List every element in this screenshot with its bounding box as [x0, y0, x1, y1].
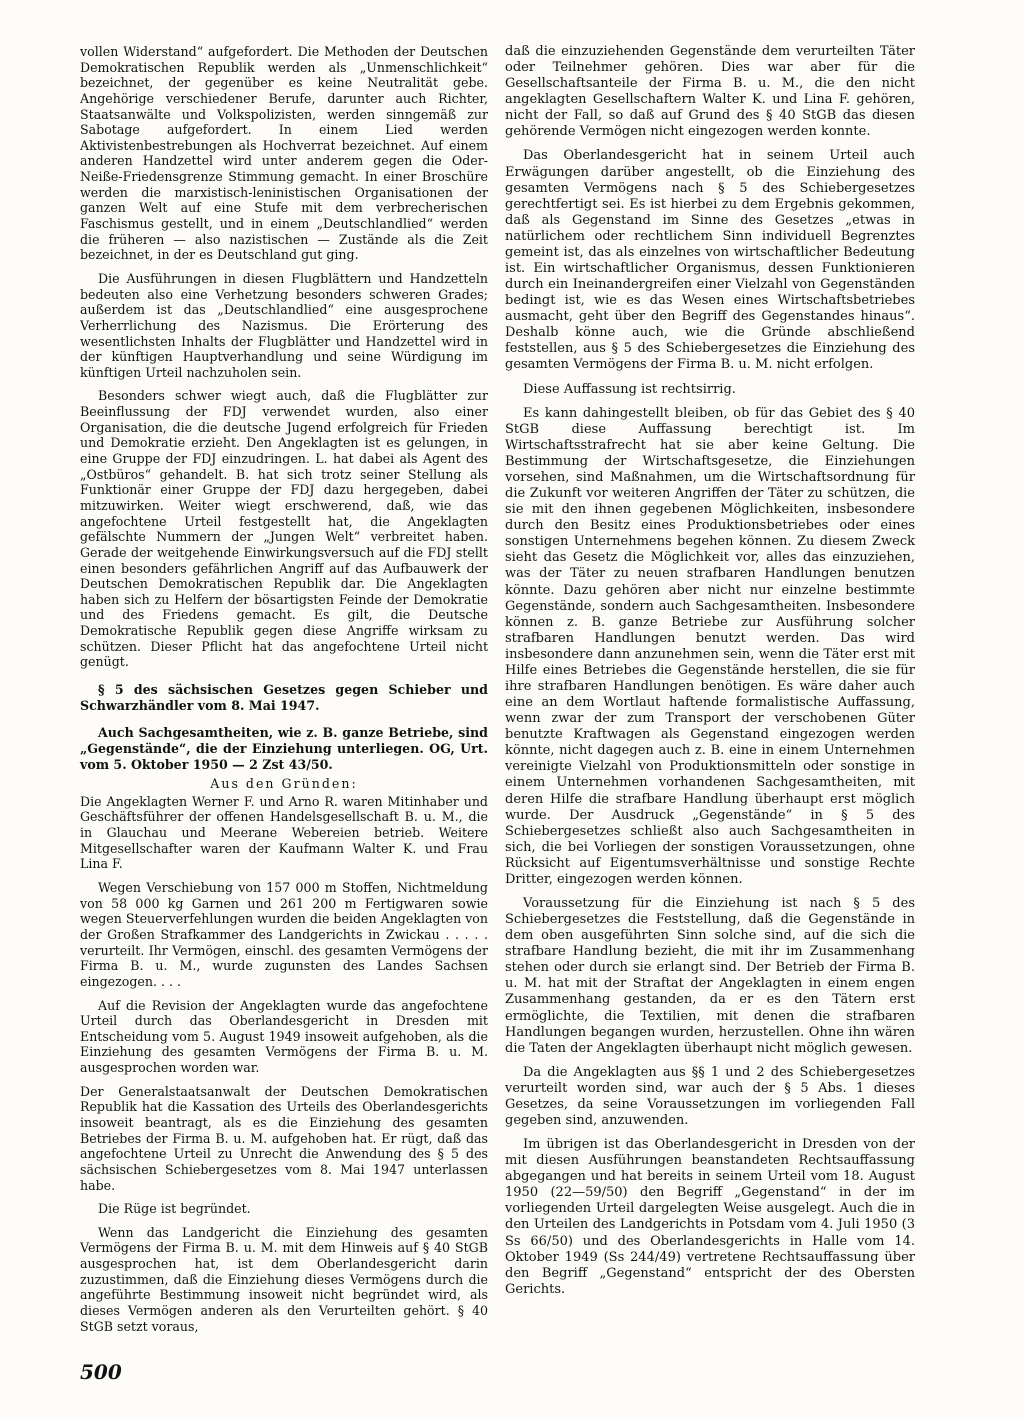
paragraph: Da die Angeklagten aus §§ 1 und 2 des Schiebergesetzes verurteilt worden sind, war auch der § 5 Abs. 1 dieses Gesetzes, da seine Voraussetzungen im vorliegenden Fall gegeben sind, anzuwenden.	[505, 1064, 915, 1128]
paragraph: Das Oberlandesgericht hat in seinem Urteil auch Erwägungen darüber angestellt, ob die Einziehung des gesamten Vermögens nach § 5 des Schiebergesetzes gerechtfertigt sei. Es ist hierbei zu dem Ergebnis gekommen, daß als Gegenstand im Sinne des Gesetzes „etwas in natürlichem oder rechtlichem Sinn individuell Begrenztes gemeint ist, das als einzelnes von wirtschaftlicher Bedeutung ist. Ein wirtschaftlicher Organismus, dessen Funktionieren durch ein Ineinandergreifen einer Vielzahl von Gegenständen bedingt ist, wie es das Wesen eines Wirtschaftsbetriebes ausmacht, geht über den Begriff des Gegenstandes hinaus“. Deshalb könne auch, wie die Gründe abschließend feststellen, aus § 5 des Schiebergesetzes die Einziehung des gesamten Vermögens der Firma B. u. M. nicht erfolgen.	[505, 148, 915, 373]
paragraph: Es kann dahingestellt bleiben, ob für das Gebiet des § 40 StGB diese Auffassung berechtigt ist. Im Wirtschaftsstrafrecht hat sie aber keine Geltung. Die Bestimmung der Wirtschaftsgesetze, die Einziehungen vorsehen, sind Maßnahmen, um die Wirtschaftsordnung für die Zukunft vor weiteren Angriffen der Täter zu schützen, die sie mit den ihnen gegebenen Möglichkeiten, insbesondere durch den Besitz eines Produktionsbetriebes oder eines sonstigen Unternehmens begehen können. Zu diesem Zweck sieht das Gesetz die Möglichkeit vor, alles das einzuziehen, was der Täter zu neuen strafbaren Handlungen benutzen könnte. Dazu gehören aber nicht nur einzelne bestimmte Gegenstände, sondern auch Sachgesamtheiten. Insbesondere können z. B. ganze Betriebe zur Ausführung solcher strafbaren Handlungen benutzt werden. Das wird insbesondere dann anzunehmen sein, wenn die Täter erst mit Hilfe eines Betriebes die Gegenstände herstellen, die sie für ihre strafbaren Handlungen benötigen. Es wäre daher auch eine an dem Wortlaut haftende formalistische Auffassung, wenn zwar der zum Transport der verschobenen Güter benutzte Kraftwagen als Gegenstand eingezogen werden könnte, nicht dagegen auch z. B. eine in einem Unternehmen vereinigte Vielzahl von Produktionsmitteln oder sonstige in einem Unternehmen vorhandenen Sachgesamtheiten, mit deren Hilfe die strafbare Handlung überhaupt erst möglich wurde. Der Ausdruck „Gegenstände“ in § 5 des Schiebergesetzes schließt also auch Sachgesamtheiten in sich, die bei Vorliegen der sonstigen Voraussetzungen, ohne Rücksicht auf Eigentumsverhältnisse und sonstige Rechte Dritter, eingezogen werden können.	[505, 405, 915, 887]
paragraph: Im übrigen ist das Oberlandesgericht in Dresden von der mit diesen Ausführungen beanstandeten Rechtsauffassung abgegangen und hat bereits in seinem Urteil vom 18. August 1950 (22—59/50) den Begriff „Gegenstand“ in der im vorliegenden Urteil dargelegten Weise ausgelegt. Auch die in den Urteilen des Landgerichts in Potsdam vom 4. Juli 1950 (3 Ss 66/50) und des Oberlandesgerichts in Halle vom 14. Oktober 1949 (Ss 244/49) vertretene Rechtsauffassung über den Begriff „Gegenstand“ entspricht der des Obersten Gerichts.	[505, 1137, 915, 1297]
paragraph: Die Rüge ist begründet.	[98, 1201, 251, 1217]
page-number: 500	[80, 1360, 122, 1384]
headnote: Auch Sachgesamtheiten, wie z. B. ganze Betriebe, sind „Gegenstände“, die der Einziehung unterliegen. OG, Urt. vom 5. Oktober 1950 — 2 Zst 43/50.	[80, 725, 488, 772]
paragraph: Wenn das Landgericht die Einziehung des gesamten Vermögens der Firma B. u. M. mit dem Hinweis auf § 40 StGB ausgesprochen hat, ist dem Oberlandesgericht darin zuzustimmen, daß die Einziehung dieses Vermögens durch die angeführte Bestimmung insoweit nicht begründet wird, als dieses Vermögen anderen als den Verurteilten gehört. § 40 StGB setzt voraus,	[80, 1224, 488, 1334]
right-column	[505, 44, 915, 1306]
paragraph: Voraussetzung für die Einziehung ist nach § 5 des Schiebergesetzes die Feststellung, daß die Gegenstände in dem oben ausgeführten Sinn solche sind, auf die sich die strafbare Handlung bezieht, die mit ihr im Zusammenhang stehen oder durch sie erlangt sind. Der Betrieb der Firma B. u. M. hat mit der Straftat der Angeklagten in einem engen Zusammenhang gestanden, da er es den Tätern erst ermöglichte, die Textilien, mit denen die strafbaren Handlungen begangen wurden, herzustellen. Ohne ihn wären die Taten der Angeklagten überhaupt nicht möglich gewesen.	[505, 895, 915, 1056]
reasons-label: Aus den Gründen:	[210, 776, 358, 792]
paragraph: vollen Widerstand“ aufgefordert. Die Methoden der Deutschen Demokratischen Republik werden als „Unmenschlichkeit“ bezeichnet, der gegenüber es keine Neutralität gebe. Angehörige verschiedener Berufe, darunter auch Richter, Staatsanwälte und Volkspolizisten, werden sinngemäß zur Sabotage aufgefordert. In einem Lied werden Aktivistenbestrebungen als Hochverrat bezeichnet. Auf einem anderen Handzettel wird unter anderem gegen die Oder-Neiße-Friedensgrenze Stimmung gemacht. In einer Broschüre werden die marxistisch-leninistischen Organisationen der ganzen Welt auf eine Stufe mit dem verbrecherischen Faschismus gestellt, und in einem „Deutschlandlied“ werden die früheren — also nazistischen — Zustände als die Zeit bezeichnet, in der es Deutschland gut ging.	[80, 44, 488, 263]
law-heading: § 5 des sächsischen Gesetzes gegen Schieber und Schwarzhändler vom 8. Mai 1947.	[80, 681, 488, 713]
paragraph: Besonders schwer wiegt auch, daß die Flugblätter zur Beeinflussung der FDJ verwendet wurden, also einer Organisation, die die deutsche Jugend erfolgreich für Frieden und Demokratie erzieht. Den Angeklagten ist es gelungen, in eine Gruppe der FDJ einzudringen. L. hat dabei als Agent des „Ostbüros“ gehandelt. B. hat sich trotz seiner Stellung als Funktionär einer Gruppe der FDJ dazu hergegeben, dabei mitzuwirken. Weiter wiegt erschwerend, daß, wie das angefochtene Urteil festgestellt hat, die Angeklagten gefälschte Nummern der „Jungen Welt“ verbreitet haben. Gerade der weitgehende Einwirkungsversuch auf die FDJ stellt einen besonders gefährlichen Angriff auf das Aufbauwerk der Deutschen Demokratischen Republik dar. Die Angeklagten haben sich zu Helfern der bösartigsten Feinde der Demokratie und des Friedens gemacht. Es gilt, die Deutsche Demokratische Republik gegen diese Angriffe wirksam zu schützen. Dieser Pflicht hat das angefochtene Urteil nicht genügt.	[80, 388, 488, 670]
paragraph: Die Ausführungen in diesen Flugblättern und Handzetteln bedeuten also eine Verhetzung besonders schweren Grades; außerdem ist das „Deutschlandlied“ eine ausgesprochene Verherrlichung des Nazismus. Die Erörterung des wesentlichsten Inhalts der Flugblätter und Handzettel wird in der künftigen Hauptverhandlung und seine Würdigung im künftigen Urteil nachzuholen sein.	[80, 270, 488, 380]
paragraph: daß die einzuziehenden Gegenstände dem verurteilten Täter oder Teilnehmer gehören. Dies war aber für die Gesellschaftsanteile der Firma B. u. M., die den nicht angeklagten Gesellschaftern Walter K. und Lina F. gehören, nicht der Fall, so daß auf Grund des § 40 StGB das diesen gehörende Vermögen nicht eingezogen werden konnte.	[505, 44, 915, 140]
paragraph: Diese Auffassung ist rechtsirrig.	[523, 381, 736, 397]
paragraph: Die Angeklagten Werner F. und Arno R. waren Mitinhaber und Geschäftsführer der offenen Handelsgesellschaft B. u. M., die in Glauchau und Meerane Webereien betrieb. Weitere Mitgesellschafter waren der Kaufmann Walter K. und Frau Lina F.	[80, 793, 488, 872]
paragraph: Auf die Revision der Angeklagten wurde das angefochtene Urteil durch das Oberlandesgericht in Dresden mit Entscheidung vom 5. August 1949 insoweit aufgehoben, als die Einziehung des gesamten Vermögens der Firma B. u. M. ausgesprochen worden war.	[80, 997, 488, 1076]
paragraph: Der Generalstaatsanwalt der Deutschen Demokratischen Republik hat die Kassation des Urteils des Oberlandesgerichts insoweit beantragt, als es die Einziehung des gesamten Betriebes der Firma B. u. M. aufgehoben hat. Er rügt, daß das angefochtene Urteil zu Unrecht die Anwendung des § 5 des sächsischen Schiebergesetzes vom 8. Mai 1947 unterlassen habe.	[80, 1083, 488, 1193]
paragraph: Wegen Verschiebung von 157 000 m Stoffen, Nichtmeldung von 58 000 kg Garnen und 261 200 m Fertigwaren sowie wegen Steuerverfehlungen wurden die beiden Angeklagten von der Großen Strafkammer des Landgerichts in Zwickau . . . . . verurteilt. Ihr Vermögen, einschl. des gesamten Vermögens der Firma B. u. M., wurde zugunsten des Landes Sachsen eingezogen. . . .	[80, 880, 488, 989]
left-column	[80, 44, 488, 1342]
